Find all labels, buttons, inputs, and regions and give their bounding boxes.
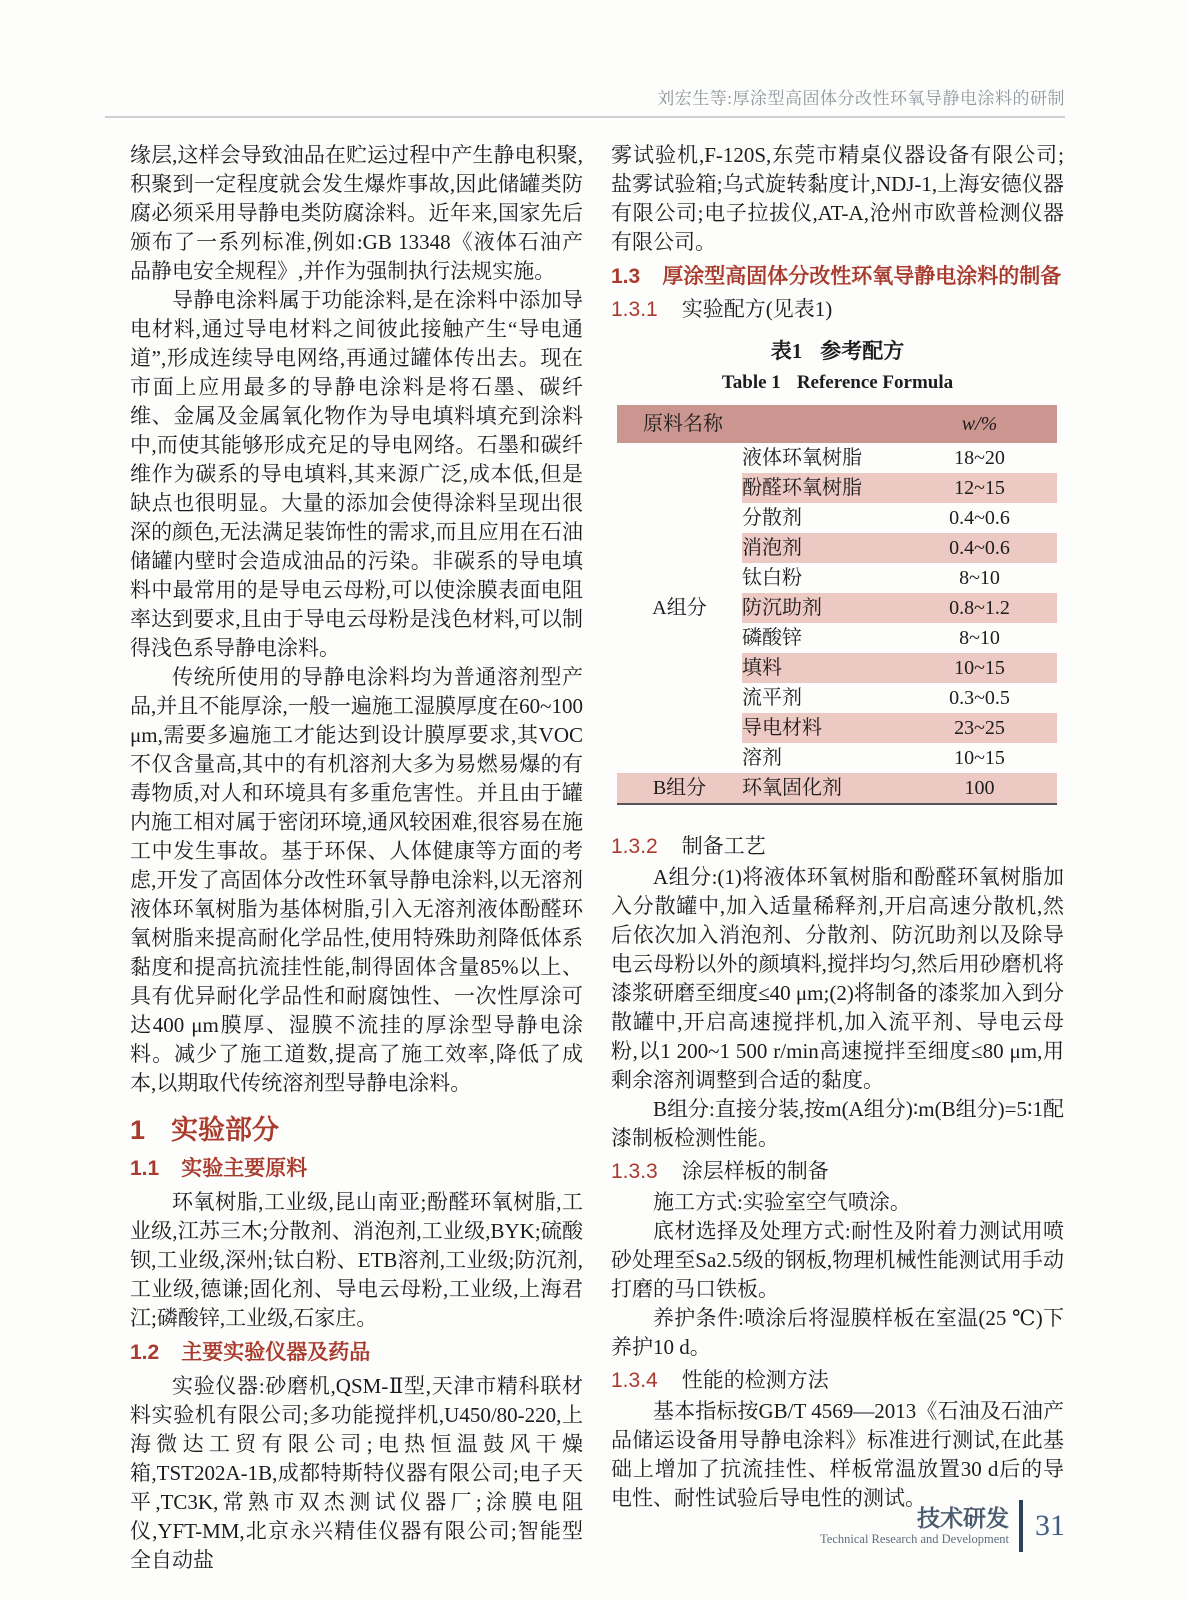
section-title: 实验配方(见表1): [681, 297, 833, 321]
footer-section-labels: [820, 1505, 1009, 1547]
section-heading-1-2: [130, 1340, 583, 1366]
section-title: 涂层样板的制备: [681, 1159, 829, 1183]
reference-formula-table: [617, 405, 1057, 805]
material-cell: 流平剂: [742, 687, 802, 709]
page-number: 31: [1035, 1509, 1065, 1542]
group-a-cell: A组分: [652, 597, 707, 619]
table-row-group-b: [617, 773, 1057, 804]
material-cell: 填料: [742, 653, 902, 683]
paragraph-application-method: 施工方式:实验室空气喷涂。: [653, 1190, 911, 1214]
paragraph-testing-methods: 基本指标按GB/T 4569—2013《石油及石油产品储运设备用导静电涂料》标准进行测试,在此基础上增加了抗流挂性、样板常温放置30 d后的导电性、耐性试验后导电性的测试。: [611, 1399, 1064, 1510]
footer-divider-bar: [1019, 1500, 1023, 1552]
right-column: [611, 141, 1064, 1575]
section-title: 性能的检测方法: [681, 1368, 829, 1392]
section-heading-1-1: [130, 1156, 583, 1182]
section-heading-1-3-1: [611, 296, 1064, 323]
group-b-cell: B组分: [617, 773, 742, 804]
section-title: 实验部分: [171, 1115, 280, 1145]
section-title: 实验主要原料: [181, 1157, 308, 1180]
value-cell: 12~15: [902, 473, 1057, 503]
value-cell: 23~25: [902, 713, 1057, 743]
page-footer: [820, 1500, 1065, 1552]
table-header-row: [617, 405, 1057, 443]
two-column-body: [130, 141, 1065, 1575]
value-cell: 0.4~0.6: [949, 507, 1010, 529]
section-number: 1.3: [611, 265, 641, 288]
material-cell: 溶剂: [742, 747, 782, 769]
section-title: 厚涂型高固体分改性环氧导静电涂料的制备: [662, 265, 1062, 288]
paragraph-instruments-continued: 雾试验机,F-120S,东莞市精桌仪器设备有限公司;盐雾试验箱;乌式旋转黏度计,NDJ-1,上海安德仪器有限公司;电子拉拔仪,AT-A,沧州市欧普检测仪器有限公司。: [611, 143, 1064, 254]
paragraph-component-a: A组分:(1)将液体环氧树脂和酚醛环氧树脂加入分散罐中,加入适量稀释剂,开启高速分散机,然后依次加入消泡剂、分散剂、防沉助剂以及除导电云母粉以外的颜填料,搅拌均匀,然后用砂磨机将漆浆研磨至细度≤40 μm;(2)将制备的漆浆加入到分散罐中,开启高速搅拌机,加入流平剂、导电云母粉,以1 200~1 500 r/min高速搅拌至细度≤80 μm,用剩余溶剂调整到合适的黏度。: [611, 865, 1064, 1092]
material-cell: 环氧固化剂: [742, 773, 902, 804]
section-number: 1.1: [130, 1157, 160, 1180]
header-rule: [105, 116, 1065, 118]
material-cell: 钛白粉: [742, 567, 802, 589]
material-cell: 磷酸锌: [742, 627, 802, 649]
left-column: [130, 141, 583, 1575]
value-cell: 18~20: [954, 447, 1005, 469]
paragraph-component-b: B组分:直接分装,按m(A组分)∶m(B组分)=5∶1配漆制板检测性能。: [611, 1097, 1064, 1150]
column-header-material: 原料名称: [617, 405, 902, 443]
column-header-weight-percent: w/%: [902, 405, 1057, 443]
table-number-cn: 表1: [770, 339, 803, 363]
material-cell: 消泡剂: [742, 533, 902, 563]
table-caption-cn: 参考配方: [820, 339, 905, 363]
section-title: 制备工艺: [681, 834, 766, 858]
section-heading-1-3-4: [611, 1367, 1064, 1394]
paragraph-traditional-coatings: 传统所使用的导静电涂料均为普通溶剂型产品,并且不能厚涂,一般一遍施工湿膜厚度在60~100 μm,需要多遍施工才能达到设计膜厚要求,其VOC不仅含量高,其中的有机溶剂大多为易燃易爆的有毒物质,对人和环境具有多重危害性。并且由于罐内施工相对属于密闭环境,通风较困难,很容易在施工中发生事故。基于环保、人体健康等方面的考虑,开发了高固体分改性环氧导静电涂料,以无溶剂液体环氧树脂为基体树脂,引入无溶剂液体酚醛环氧树脂来提高耐化学品性,使用特殊助剂降低体系黏度和提高抗流挂性能,制得固体含量85%以上、具有优异耐化学品性和耐腐蚀性、一次性厚涂可达400 μm膜厚、湿膜不流挂的厚涂型导静电涂料。减少了施工道数,提高了施工效率,降低了成本,以期取代传统溶剂型导静电涂料。: [130, 665, 583, 1095]
paragraph-intro-continued: 缘层,这样会导致油品在贮运过程中产生静电积聚,积聚到一定程度就会发生爆炸事故,因此储罐类防腐必须采用导静电类防腐涂料。近年来,国家先后颁布了一系列标准,例如:GB 13348《液体石油产品静电安全规程》,并作为强制执行法规实施。: [130, 143, 583, 283]
section-number: 1.3.4: [611, 1369, 658, 1392]
material-cell: 液体环氧树脂: [742, 447, 862, 469]
value-cell: 0.8~1.2: [902, 593, 1057, 623]
paragraph-conductive-coatings: 导静电涂料属于功能涂料,是在涂料中添加导电材料,通过导电材料之间彼此接触产生“导电通道”,形成连续导电网络,再通过罐体传出去。现在市面上应用最多的导静电涂料是将石墨、碳纤维、金属及金属氧化物作为导电填料填充到涂料中,而使其能够形成充足的导电网络。石墨和碳纤维作为碳系的导电填料,其来源广泛,成本低,但是缺点也很明显。大量的添加会使得涂料呈现出很深的颜色,无法满足装饰性的需求,而且应用在石油储罐内壁时会造成油品的污染。非碳系的导电填料中最常用的是导电云母粉,可以使涂膜表面电阻率达到要求,且由于导电云母粉是浅色材料,可以制得浅色系导静电涂料。: [130, 288, 583, 660]
section-number: 1.3.1: [611, 298, 658, 321]
value-cell: 0.4~0.6: [902, 533, 1057, 563]
section-heading-1-3-3: [611, 1158, 1064, 1185]
material-cell: 防沉助剂: [742, 593, 902, 623]
paragraph-substrate: 底材选择及处理方式:耐性及附着力测试用喷砂处理至Sa2.5级的钢板,物理机械性能测试用手动打磨的马口铁板。: [611, 1219, 1064, 1301]
table-title-cn: [611, 337, 1064, 366]
section-heading-1: [130, 1114, 583, 1146]
running-header: 刘宏生等:厚涂型高固体分改性环氧导静电涂料的研制: [657, 89, 1065, 108]
table-number-en: Table 1: [721, 372, 781, 393]
footer-section-cn: 技术研发: [917, 1505, 1009, 1531]
section-heading-1-3: [611, 264, 1064, 290]
section-heading-1-3-2: [611, 833, 1064, 860]
section-title: 主要实验仪器及药品: [181, 1341, 371, 1364]
material-cell: 导电材料: [742, 713, 902, 743]
paragraph-instruments: 实验仪器:砂磨机,QSM-Ⅱ型,天津市精科联材料实验机有限公司;多功能搅拌机,U450/80-220,上海微达工贸有限公司;电热恒温鼓风干燥箱,TST202A-1B,成都特斯特仪器有限公司;电子天平,TC3K,常熟市双杰测试仪器厂;涂膜电阻仪,YFT-MM,北京永兴精佳仪器有限公司;智能型全自动盐: [130, 1374, 583, 1572]
section-number: 1.3.3: [611, 1160, 658, 1183]
value-cell: 8~10: [959, 567, 1000, 589]
footer-section-en: Technical Research and Development: [820, 1532, 1009, 1546]
value-cell: 0.3~0.5: [949, 687, 1010, 709]
value-cell: 8~10: [959, 627, 1000, 649]
paragraph-raw-materials: 环氧树脂,工业级,昆山南亚;酚醛环氧树脂,工业级,江苏三木;分散剂、消泡剂,工业级,BYK;硫酸钡,工业级,深州;钛白粉、ETB溶剂,工业级;防沉剂,工业级,德谦;固化剂、导电云母粉,工业级,上海君江;磷酸锌,工业级,石家庄。: [130, 1190, 583, 1330]
section-number: 1.3.2: [611, 835, 658, 858]
paragraph-curing: 养护条件:喷涂后将湿膜样板在室温(25 ℃)下养护10 d。: [611, 1306, 1064, 1359]
value-cell: 100: [902, 773, 1057, 804]
material-cell: 分散剂: [742, 507, 802, 529]
table-row: [617, 443, 1057, 473]
value-cell: 10~15: [954, 747, 1005, 769]
section-number: 1: [130, 1115, 146, 1145]
material-cell: 酚醛环氧树脂: [742, 473, 902, 503]
section-number: 1.2: [130, 1341, 160, 1364]
value-cell: 10~15: [902, 653, 1057, 683]
table-title-en: [611, 368, 1064, 397]
table-caption-en: Reference Formula: [796, 372, 954, 393]
